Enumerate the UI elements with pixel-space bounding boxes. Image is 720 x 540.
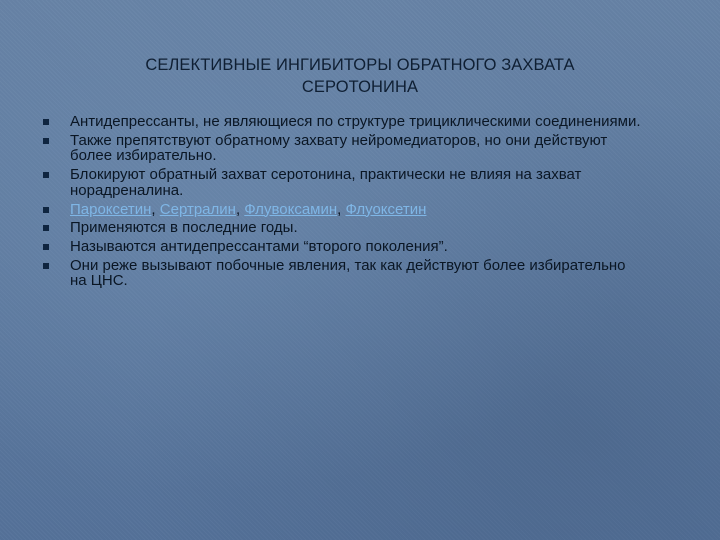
bullet-item — [43, 167, 643, 198]
bullet-list — [43, 114, 643, 292]
bullet-text: Блокируют обратный захват серотонина, практически не влияя на захват норадреналина. — [70, 166, 582, 199]
bullet-text: Называются антидепрессантами “второго поколения”. — [70, 238, 448, 256]
bullet-item — [43, 133, 643, 164]
link-paroxetine[interactable]: Пароксетин — [70, 200, 152, 218]
slide-title-line-1: СЕЛЕКТИВНЫЕ ИНГИБИТОРЫ ОБРАТНОГО ЗАХВАТА — [145, 56, 575, 74]
square-bullet-icon — [43, 172, 49, 178]
slide-title-line-2: СЕРОТОНИНА — [301, 78, 419, 96]
link-fluvoxamine[interactable]: Флувоксамин — [244, 200, 338, 218]
link-sertraline[interactable]: Сертралин — [159, 200, 236, 218]
bullet-item — [43, 114, 643, 130]
bullet-text: Они реже вызывают побочные явления, так как действуют более избирательно на ЦНС. — [70, 256, 626, 290]
bullet-item-drug-links — [43, 202, 643, 218]
bullet-text: Применяются в последние годы. — [70, 219, 298, 237]
square-bullet-icon — [43, 207, 49, 213]
bullet-item — [43, 239, 643, 255]
square-bullet-icon — [43, 244, 49, 250]
link-separator: , — [151, 200, 160, 218]
link-separator: , — [337, 200, 346, 218]
bullet-text: Антидепрессанты, не являющиеся по структуре трициклическими соединениями. — [70, 113, 641, 130]
bullet-item — [43, 258, 643, 289]
square-bullet-icon — [43, 138, 49, 144]
slide-title — [60, 54, 660, 98]
square-bullet-icon — [43, 225, 49, 231]
link-separator: , — [235, 200, 245, 218]
bullet-item — [43, 220, 643, 236]
bullet-text: Также препятствуют обратному захвату нейромедиаторов, но они действуют более избирательно. — [70, 131, 608, 165]
square-bullet-icon — [43, 119, 49, 125]
link-fluoxetine[interactable]: Флуоксетин — [345, 200, 427, 218]
square-bullet-icon — [43, 263, 49, 269]
